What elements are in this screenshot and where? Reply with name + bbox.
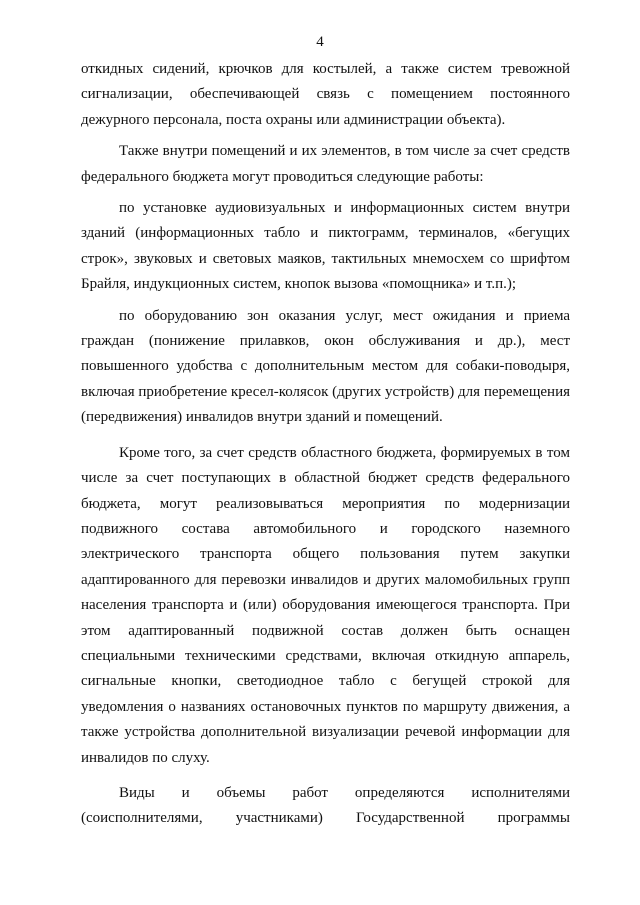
paragraph-transport: Кроме того, за счет средств областного бюджета, формируемых в том числе за счет поступающих в областной бюджет средств федерального бюджета, могут реализовываться мероприятия по модернизации подвижного состава автомобильного и городского наземного электрического транспорта общего пользования путем закупки адаптированного для перевозки инвалидов и других маломобильных групп населения транспорта и (или) оборудования имеющегося транспорта. При этом адаптированный подвижной состав должен быть оснащен специальными техническими средствами, включая откидную аппарель, сигнальные кнопки, светодиодное табло с бегущей строкой для уведомления о названиях остановочных пунктов по маршруту движения, а также устройства дополнительной визуализации речевой информации для инвалидов по слуху. xyxy=(81,444,570,766)
paragraph-continuation: откидных сидений, крючков для костылей, а также систем тревожной сигнализации, обеспечивающей связь с помещением постоянного дежурного персонала, поста охраны или администрации объекта). xyxy=(81,61,570,128)
page-number: 4 xyxy=(316,34,324,50)
paragraph-service-zones: по оборудованию зон оказания услуг, мест ожидания и приема граждан (понижение прилавков, окон обслуживания и др.), мест повышенного удобства с дополнительным местом для собаки-поводыря, включая приобретение кресел-колясок (других устройств) для перемещения (передвижения) инвалидов внутри зданий и помещений. xyxy=(81,307,570,426)
paragraph-works-intro: Также внутри помещений и их элементов, в том числе за счет средств федерального бюджета могут проводиться следующие работы: xyxy=(81,143,570,185)
paragraph-av-systems: по установке аудиовизуальных и информационных систем внутри зданий (информационных табло и пиктограмм, терминалов, «бегущих строк», звуковых и световых маяков, тактильных мнемосхем со шрифтом Брайля, индукционных систем, кнопок вызова «помощника» и т.п.); xyxy=(81,200,570,293)
paragraph-work-types: Виды и объемы работ определяются исполнителями (соисполнителями, участниками) Государственной программы xyxy=(81,784,570,827)
document-body xyxy=(81,57,570,832)
